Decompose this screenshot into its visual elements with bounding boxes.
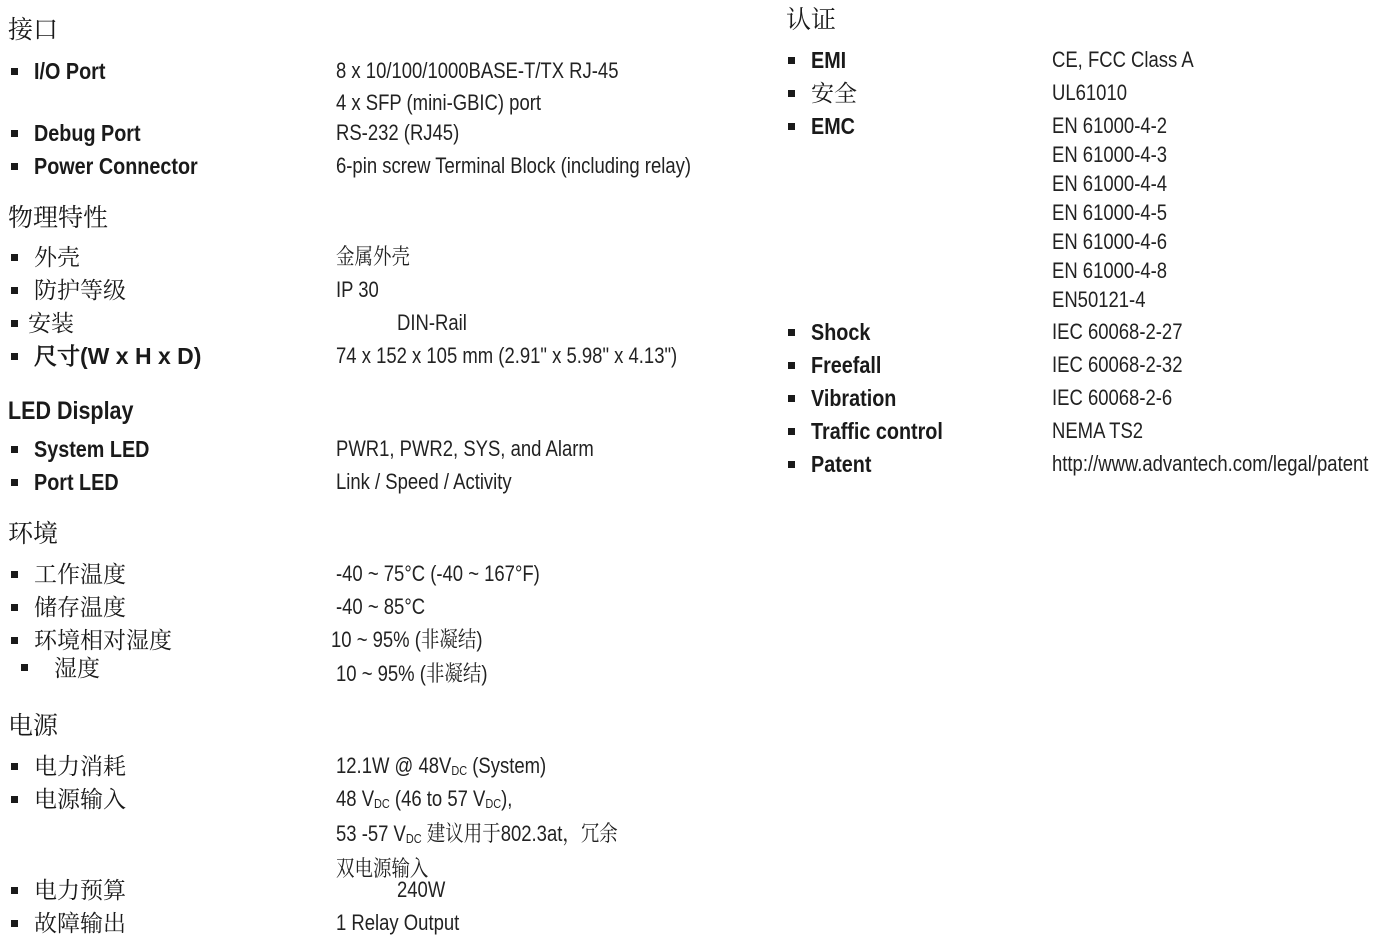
section-title-led: LED Display bbox=[8, 397, 134, 425]
bullet-icon bbox=[11, 920, 18, 927]
patent-link[interactable]: http://www.advantech.com/legal/patent bbox=[1052, 451, 1369, 476]
spec-value bbox=[336, 56, 618, 118]
spec-value-line: 4 x SFP (mini-GBIC) port bbox=[336, 90, 542, 115]
spec-row-power-connector bbox=[8, 151, 768, 184]
spec-label: 防护等级 bbox=[34, 277, 126, 303]
spec-value: UL61010 bbox=[1052, 80, 1128, 105]
spec-label: 环境相对湿度 bbox=[34, 627, 172, 653]
bullet-icon bbox=[11, 287, 18, 294]
bullet-icon bbox=[11, 763, 18, 770]
spec-label: 安全 bbox=[811, 80, 857, 106]
spec-label: EMI bbox=[811, 47, 847, 73]
spec-value: -40 ~ 75°C (-40 ~ 167°F) bbox=[336, 561, 540, 586]
spec-value: IP 30 bbox=[336, 277, 379, 302]
spec-value-line: 8 x 10/100/1000BASE-T/TX RJ-45 bbox=[336, 58, 619, 83]
bullet-icon bbox=[788, 428, 795, 435]
spec-value: 240W bbox=[397, 877, 446, 902]
spec-label: 电力消耗 bbox=[34, 753, 126, 779]
spec-row-io-port bbox=[8, 56, 768, 115]
spec-row-emc bbox=[786, 111, 1386, 316]
spec-label: 电力预算 bbox=[34, 877, 126, 903]
spec-value: PWR1, PWR2, SYS, and Alarm bbox=[336, 436, 594, 461]
bullet-icon bbox=[21, 664, 28, 671]
spec-value-line: EN 61000-4-3 bbox=[1052, 142, 1168, 167]
bullet-icon bbox=[788, 395, 795, 402]
spec-row-freefall bbox=[786, 350, 1386, 383]
spec-value-line: EN 61000-4-6 bbox=[1052, 229, 1168, 254]
bullet-icon bbox=[11, 254, 18, 261]
spec-label: 故障输出 bbox=[34, 910, 126, 936]
spec-value-line: EN 61000-4-4 bbox=[1052, 171, 1168, 196]
spec-row-dimensions bbox=[8, 341, 768, 374]
spec-value-line: 48 VDC (46 to 57 VDC), bbox=[336, 786, 513, 811]
bullet-icon bbox=[11, 353, 18, 360]
bullet-icon bbox=[11, 604, 18, 611]
bullet-icon bbox=[788, 329, 795, 336]
spec-value-line: EN 61000-4-8 bbox=[1052, 258, 1168, 283]
spec-label: 工作温度 bbox=[34, 561, 126, 587]
section-title-certification: 认证 bbox=[786, 6, 837, 34]
section-title-interface: 接口 bbox=[8, 16, 59, 44]
spec-row-operating-temp bbox=[8, 559, 768, 592]
spec-label: EMC bbox=[811, 113, 855, 139]
spec-label: 尺寸(W x H x D) bbox=[34, 343, 202, 369]
section-title-environment: 环境 bbox=[8, 520, 59, 548]
spec-value bbox=[336, 784, 618, 884]
bullet-icon bbox=[788, 123, 795, 130]
bullet-icon bbox=[788, 90, 795, 97]
spec-label: Debug Port bbox=[34, 120, 141, 146]
spec-row-port-led bbox=[8, 467, 768, 500]
spec-value: 金属外壳 bbox=[336, 244, 410, 269]
bullet-icon bbox=[11, 637, 18, 644]
spec-value: 10 ~ 95% (非凝结) bbox=[331, 627, 483, 652]
spec-value-line: EN 61000-4-2 bbox=[1052, 113, 1168, 138]
spec-value: RS-232 (RJ45) bbox=[336, 120, 460, 145]
spec-row-humidity bbox=[8, 653, 768, 686]
spec-value: CE, FCC Class A bbox=[1052, 47, 1194, 72]
spec-label: 湿度 bbox=[54, 655, 100, 681]
bullet-icon bbox=[11, 887, 18, 894]
spec-row-power-consumption bbox=[8, 751, 768, 784]
spec-value: IEC 60068-2-27 bbox=[1052, 319, 1183, 344]
spec-label: Shock bbox=[811, 319, 871, 345]
spec-row-vibration bbox=[786, 383, 1386, 416]
spec-label: Power Connector bbox=[34, 153, 198, 179]
spec-value: IEC 60068-2-6 bbox=[1052, 385, 1173, 410]
bullet-icon bbox=[788, 362, 795, 369]
spec-row-traffic-control bbox=[786, 416, 1386, 449]
spec-label: 安装 bbox=[28, 310, 74, 336]
spec-value: -40 ~ 85°C bbox=[336, 594, 426, 619]
spec-value: 10 ~ 95% (非凝结) bbox=[336, 661, 488, 686]
spec-row-fault-output bbox=[8, 908, 768, 941]
spec-label: 储存温度 bbox=[34, 594, 126, 620]
spec-value-line: 双电源输入 bbox=[336, 856, 429, 881]
spec-label: 外壳 bbox=[34, 244, 80, 270]
spec-row-enclosure bbox=[8, 242, 768, 275]
spec-row-storage-temp bbox=[8, 592, 768, 625]
spec-label: 电源输入 bbox=[34, 786, 126, 812]
spec-row-power-budget bbox=[8, 875, 768, 908]
spec-row-mounting bbox=[8, 308, 768, 341]
spec-row-shock bbox=[786, 317, 1386, 350]
spec-row-debug-port bbox=[8, 118, 768, 151]
spec-value: Link / Speed / Activity bbox=[336, 469, 512, 494]
spec-label: Traffic control bbox=[811, 418, 943, 444]
spec-label: Patent bbox=[811, 451, 872, 477]
spec-label: I/O Port bbox=[34, 58, 106, 84]
spec-value-line: 53 -57 VDC 建议用于802.3at，冗余 bbox=[336, 821, 618, 846]
spec-row-emi bbox=[786, 45, 1386, 78]
bullet-icon bbox=[11, 479, 18, 486]
bullet-icon bbox=[11, 571, 18, 578]
bullet-icon bbox=[11, 163, 18, 170]
bullet-icon bbox=[788, 57, 795, 64]
bullet-icon bbox=[788, 461, 795, 468]
spec-row-patent bbox=[786, 449, 1386, 482]
spec-label: System LED bbox=[34, 436, 150, 462]
section-title-power: 电源 bbox=[8, 712, 59, 740]
spec-value: NEMA TS2 bbox=[1052, 418, 1144, 443]
spec-value bbox=[1052, 111, 1167, 314]
spec-row-protection bbox=[8, 275, 768, 308]
spec-value: 74 x 152 x 105 mm (2.91" x 5.98" x 4.13") bbox=[336, 343, 678, 368]
spec-value: DIN-Rail bbox=[397, 310, 467, 335]
spec-row-power-input bbox=[8, 784, 768, 881]
spec-value: 1 Relay Output bbox=[336, 910, 460, 935]
spec-row-system-led bbox=[8, 434, 768, 467]
spec-value-line: EN 61000-4-5 bbox=[1052, 200, 1168, 225]
spec-value-line: EN50121-4 bbox=[1052, 287, 1146, 312]
spec-value: 6-pin screw Terminal Block (including relay) bbox=[336, 153, 692, 178]
spec-value: 12.1W @ 48VDC (System) bbox=[336, 753, 547, 778]
bullet-icon bbox=[11, 446, 18, 453]
bullet-icon bbox=[11, 68, 18, 75]
spec-row-safety bbox=[786, 78, 1386, 111]
spec-label: Freefall bbox=[811, 352, 882, 378]
bullet-icon bbox=[11, 130, 18, 137]
spec-label: Vibration bbox=[811, 385, 897, 411]
bullet-icon bbox=[11, 796, 18, 803]
spec-label: Port LED bbox=[34, 469, 119, 495]
bullet-icon bbox=[11, 320, 18, 327]
section-title-physical: 物理特性 bbox=[8, 204, 109, 232]
spec-value: IEC 60068-2-32 bbox=[1052, 352, 1183, 377]
